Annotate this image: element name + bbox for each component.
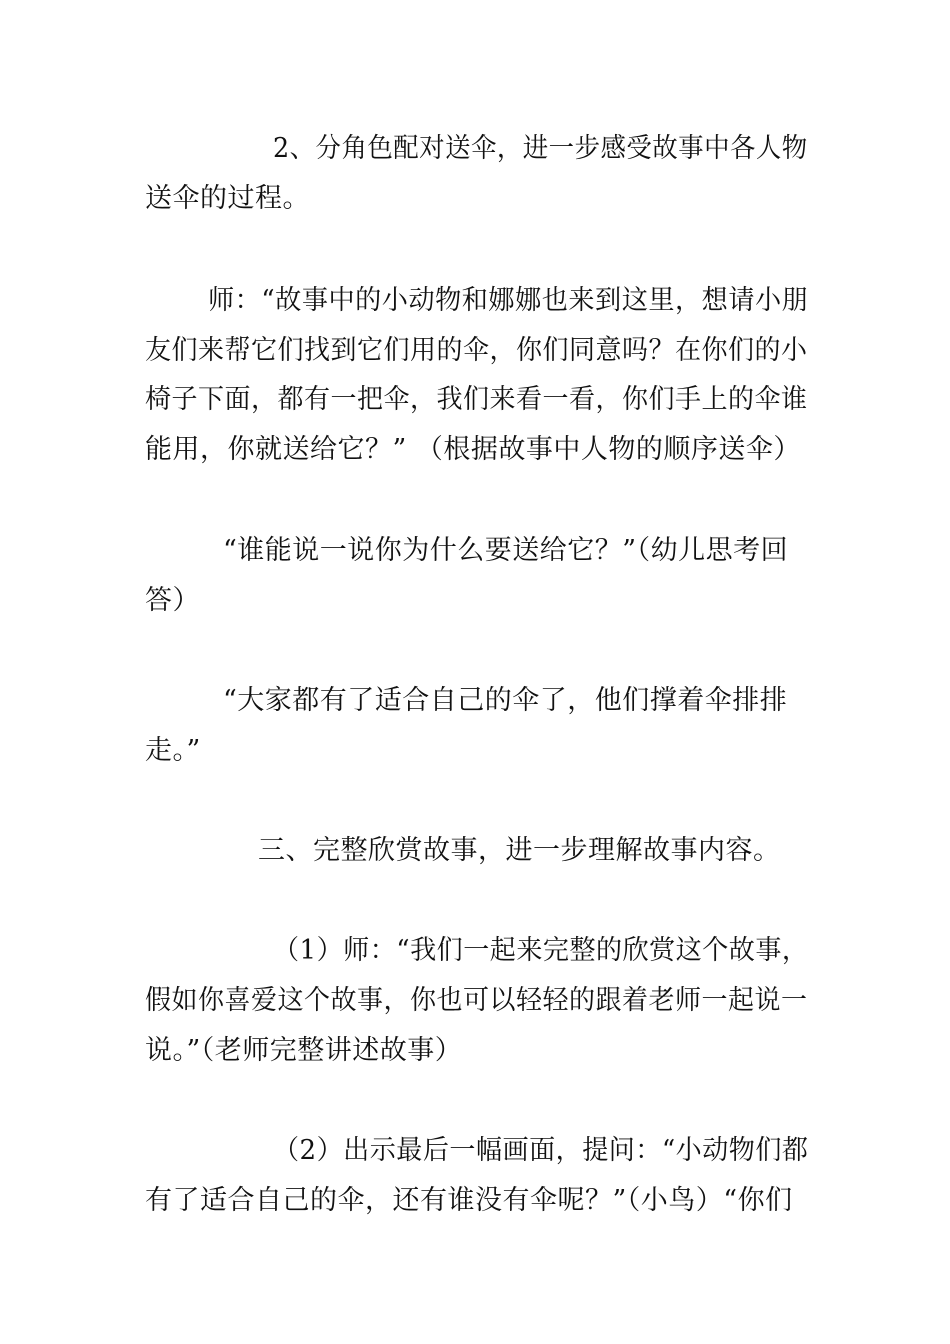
text-line: 椅子下面，都有一把伞，我们来看一看，你们手上的伞谁 <box>145 384 808 415</box>
text-line: 走。” <box>145 735 201 766</box>
text-line: 答） <box>145 585 200 616</box>
text-line: 能用，你就送给它？” （根据故事中人物的顺序送伞） <box>145 434 801 465</box>
text-line: “谁能说一说你为什么要送给它？”（幼儿思考回 <box>223 535 789 566</box>
text-line: 2、分角色配对送伞，进一步感受故事中各人物 <box>273 133 808 164</box>
text-line: 有了适合自己的伞，还有谁没有伞呢？”（小鸟）“你们 <box>145 1185 793 1216</box>
text-line: （2）出示最后一幅画面，提问：“小动物们都 <box>273 1135 809 1166</box>
text-line: 假如你喜爱这个故事，你也可以轻轻的跟着老师一起说一 <box>145 985 808 1016</box>
text-line: 友们来帮它们找到它们用的伞，你们同意吗？在你们的小 <box>145 335 808 366</box>
text-line: 师：“故事中的小动物和娜娜也来到这里，想请小朋 <box>208 285 809 316</box>
text-line: “大家都有了适合自己的伞了，他们撑着伞排排 <box>223 685 788 716</box>
section-heading: 三、完整欣赏故事，进一步理解故事内容。 <box>258 835 781 866</box>
text-line: 送伞的过程。 <box>145 183 310 214</box>
text-line: 说。”（老师完整讲述故事） <box>145 1035 463 1066</box>
text-line: （1）师：“我们一起来完整的欣赏这个故事， <box>273 935 809 966</box>
